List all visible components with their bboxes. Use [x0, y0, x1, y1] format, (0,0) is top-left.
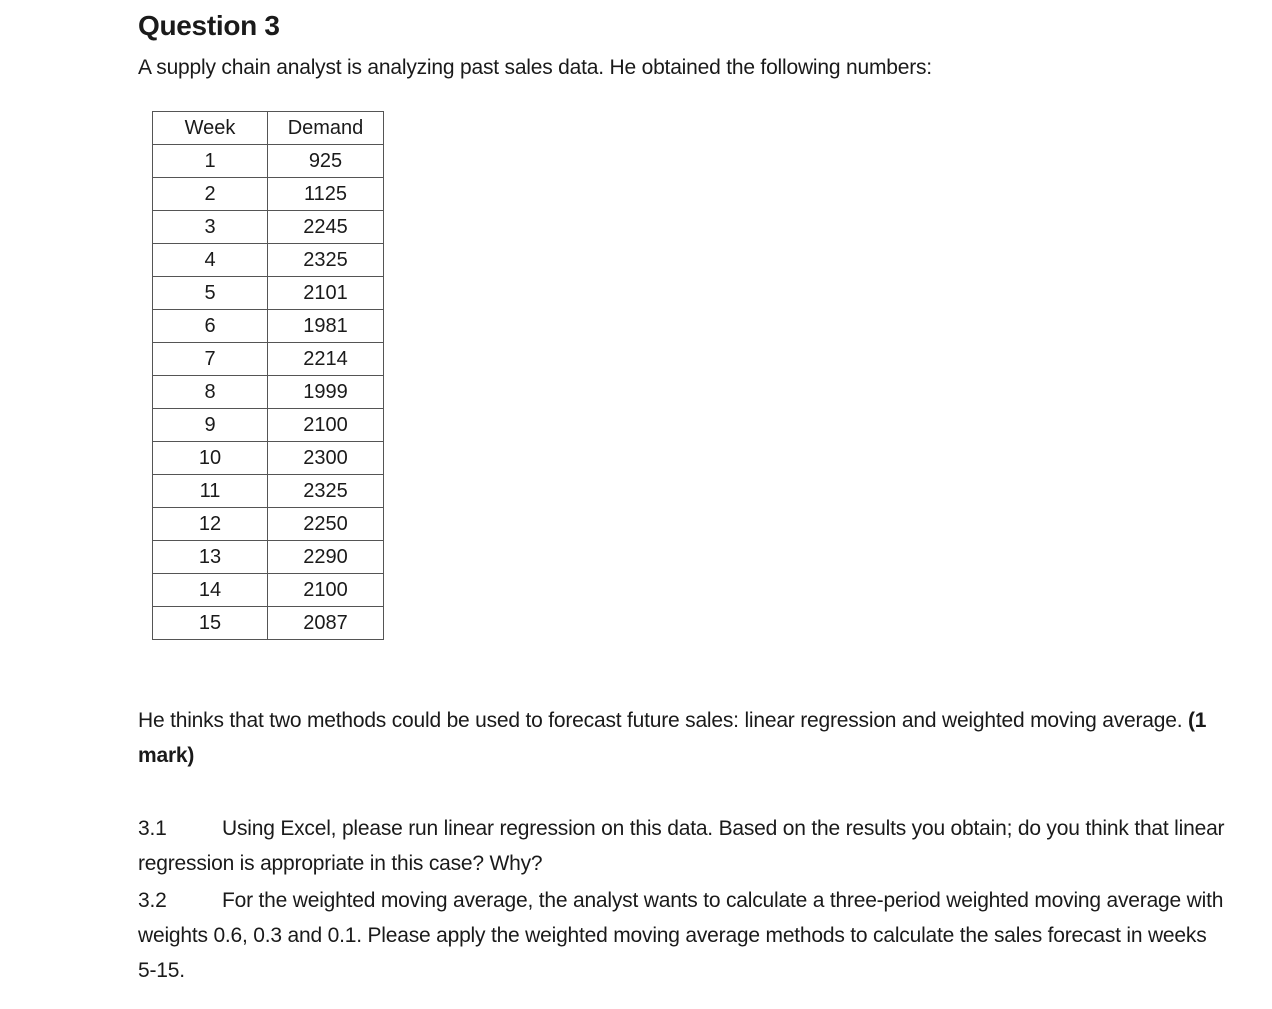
subquestion-text: For the weighted moving average, the analyst wants to calculate a three-period weighted moving average with weights 0.6, 0.3 and 0.1. Please apply the weighted moving average methods to calculate the sales forecast in weeks 5-15.	[138, 889, 1224, 982]
demand-cell: 1981	[268, 310, 384, 343]
demand-cell: 2250	[268, 508, 384, 541]
table-row	[153, 211, 384, 244]
week-cell: 9	[153, 409, 268, 442]
week-cell: 1	[153, 145, 268, 178]
mark-label: (1 mark)	[138, 709, 1207, 767]
table-header-row	[153, 112, 384, 145]
column-header-week: Week	[153, 112, 268, 145]
week-cell: 3	[153, 211, 268, 244]
methods-paragraph	[138, 703, 1218, 773]
demand-cell: 2214	[268, 343, 384, 376]
week-cell: 10	[153, 442, 268, 475]
week-cell: 13	[153, 541, 268, 574]
subquestion-number: 3.1	[138, 817, 167, 840]
table-row	[153, 475, 384, 508]
table-row	[153, 244, 384, 277]
week-cell: 2	[153, 178, 268, 211]
week-cell: 15	[153, 607, 268, 640]
week-cell: 14	[153, 574, 268, 607]
week-cell: 5	[153, 277, 268, 310]
demand-cell: 1999	[268, 376, 384, 409]
demand-cell: 2087	[268, 607, 384, 640]
demand-cell: 2100	[268, 409, 384, 442]
table-row	[153, 409, 384, 442]
table-row	[153, 343, 384, 376]
table-row	[153, 376, 384, 409]
week-cell: 12	[153, 508, 268, 541]
demand-cell: 2300	[268, 442, 384, 475]
subquestion-number: 3.2	[138, 889, 167, 912]
table-row	[153, 541, 384, 574]
week-cell: 6	[153, 310, 268, 343]
question-intro: A supply chain analyst is analyzing past sales data. He obtained the following numbers:	[138, 56, 932, 79]
table-row	[153, 145, 384, 178]
table-row	[153, 277, 384, 310]
demand-table-body	[153, 145, 384, 640]
table-row	[153, 607, 384, 640]
subquestion-text: Using Excel, please run linear regression on this data. Based on the results you obtain; do you think that linear regression is appropriate in this case? Why?	[138, 817, 1225, 875]
demand-cell: 2100	[268, 574, 384, 607]
demand-cell: 2325	[268, 475, 384, 508]
subquestion-3-1	[138, 811, 1228, 881]
demand-cell: 2101	[268, 277, 384, 310]
demand-cell: 2325	[268, 244, 384, 277]
demand-cell: 925	[268, 145, 384, 178]
question-title: Question 3	[138, 10, 280, 41]
week-cell: 7	[153, 343, 268, 376]
demand-table	[152, 111, 384, 640]
week-cell: 8	[153, 376, 268, 409]
demand-cell: 1125	[268, 178, 384, 211]
subquestion-3-2	[138, 883, 1228, 988]
demand-cell: 2290	[268, 541, 384, 574]
table-row	[153, 442, 384, 475]
table-row	[153, 178, 384, 211]
table-row	[153, 574, 384, 607]
demand-cell: 2245	[268, 211, 384, 244]
week-cell: 11	[153, 475, 268, 508]
week-cell: 4	[153, 244, 268, 277]
column-header-demand: Demand	[268, 112, 384, 145]
table-row	[153, 310, 384, 343]
table-row	[153, 508, 384, 541]
methods-text: He thinks that two methods could be used to forecast future sales: linear regression and weighted moving average.	[138, 709, 1188, 732]
